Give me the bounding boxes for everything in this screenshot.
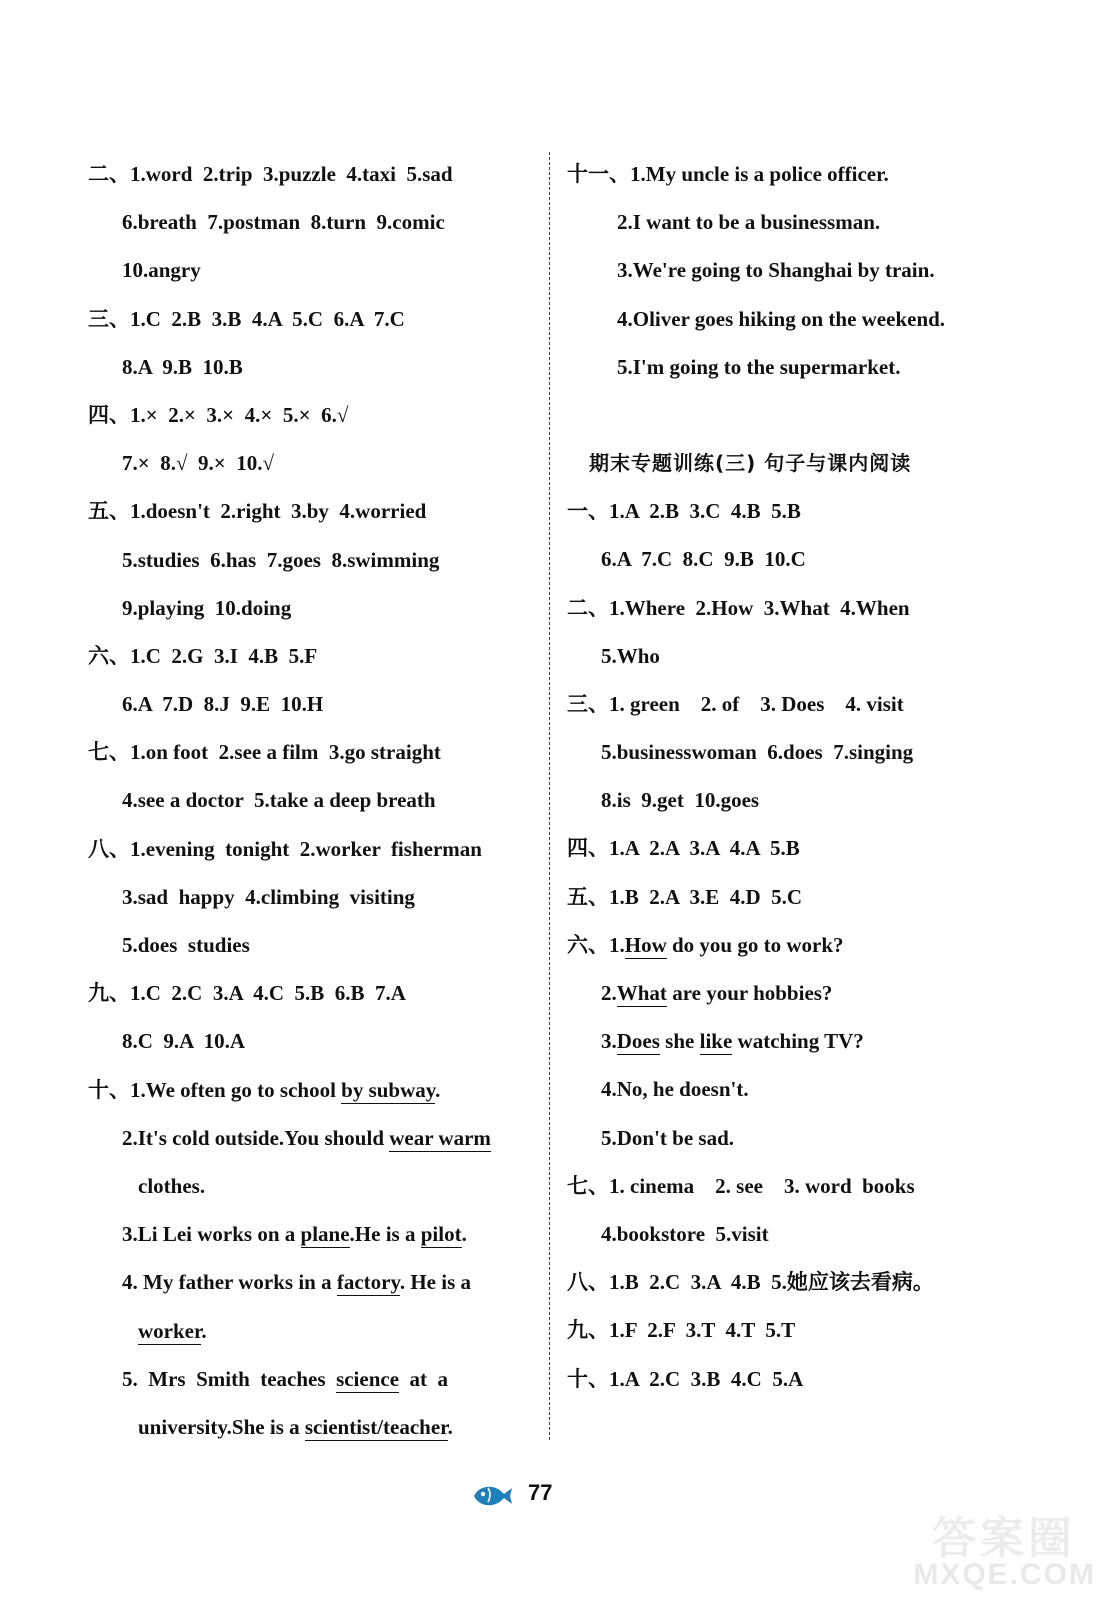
answer-line: 6.A 7.D 8.J 9.E 10.H	[122, 692, 324, 717]
answer-line: 三、1. green 2. of 3. Does 4. visit	[567, 691, 904, 716]
text: .	[461, 1222, 467, 1247]
answer-line: 10.angry	[122, 258, 201, 283]
answer-line: 二、1.word 2.trip 3.puzzle 4.taxi 5.sad	[88, 162, 453, 186]
answer-line: 六、1.C 2.G 3.I 4.B 5.F	[88, 643, 318, 668]
underlined-answer: worker	[138, 1318, 202, 1343]
answer-line: 9.playing 10.doing	[122, 595, 292, 620]
underlined-answer: plane	[300, 1222, 350, 1247]
text: 5. Mrs Smith teaches	[122, 1366, 337, 1391]
answer-line	[88, 1066, 538, 1114]
answer-line: clothes.	[138, 1173, 206, 1198]
answer-line: 6.A 7.C 8.C 9.B 10.C	[601, 547, 806, 572]
text: .	[435, 1077, 441, 1102]
answer-line: 七、1.on foot 2.see a film 3.go straight	[88, 740, 441, 765]
text: 3.Li Lei works on a	[122, 1222, 301, 1247]
answer-line: 2.I want to be a businessman.	[617, 210, 881, 235]
text: she	[659, 1029, 700, 1054]
page-footer	[470, 1478, 650, 1518]
text: at a	[399, 1366, 449, 1391]
underlined-answer: How	[624, 932, 667, 957]
answer-line: 九、1.F 2.F 3.T 4.T 5.T	[567, 1318, 796, 1343]
answer-line: 一、1.A 2.B 3.C 4.B 5.B	[567, 499, 801, 524]
answer-line: 4.Oliver goes hiking on the weekend.	[617, 306, 946, 331]
left-answer-column	[88, 150, 538, 1451]
answer-line: 三、1.C 2.B 3.B 4.A 5.C 6.A 7.C	[88, 306, 405, 331]
fish-logo-icon	[470, 1478, 514, 1515]
answer-line	[88, 1114, 538, 1162]
answer-line	[567, 969, 997, 1017]
underlined-answer: like	[699, 1029, 733, 1054]
answer-line	[88, 1258, 538, 1306]
answer-line: 四、1.× 2.× 3.× 4.× 5.× 6.√	[88, 402, 349, 427]
text: watching TV?	[732, 1029, 864, 1054]
underlined-answer: pilot	[420, 1222, 462, 1247]
answer-line: 8.A 9.B 10.B	[122, 354, 243, 379]
answer-line: 5.I'm going to the supermarket.	[617, 354, 901, 379]
text: are your hobbies?	[666, 981, 833, 1005]
answer-line: 十一、1.My uncle is a police officer.	[567, 162, 889, 186]
answer-line: 5.does studies	[122, 933, 250, 957]
answer-line: 3.We're going to Shanghai by train.	[617, 258, 935, 283]
text: 4. My father works in a	[122, 1270, 337, 1295]
answer-line	[88, 1355, 538, 1403]
underlined-answer: factory	[336, 1270, 400, 1295]
right-answer-column	[567, 150, 997, 1403]
underlined-answer: by subway	[341, 1077, 436, 1102]
answer-line: 8.C 9.A 10.A	[122, 1029, 246, 1054]
text: 2.It's cold outside.You should	[122, 1125, 390, 1150]
text: .	[201, 1318, 207, 1343]
underlined-answer: What	[616, 981, 667, 1005]
answer-line: 五、1.doesn't 2.right 3.by 4.worried	[88, 499, 427, 524]
answer-line	[88, 1210, 538, 1258]
column-divider	[549, 152, 550, 1440]
answer-line: 四、1.A 2.A 3.A 4.A 5.B	[567, 836, 800, 861]
answer-line: 4.No, he doesn't.	[601, 1077, 749, 1102]
answer-line: 8.is 9.get 10.goes	[601, 788, 760, 813]
answer-line: 八、1.B 2.C 3.A 4.B 5.她应该去看病。	[567, 1270, 934, 1295]
underlined-answer: Does	[616, 1029, 660, 1054]
answer-line: 3.sad happy 4.climbing visiting	[122, 884, 415, 909]
answer-line	[567, 1017, 997, 1065]
answer-line: 4.bookstore 5.visit	[601, 1221, 769, 1246]
text: do you go to work?	[666, 932, 844, 957]
underlined-answer: science	[336, 1366, 400, 1391]
watermark-cn: 答案圈	[932, 1513, 1076, 1564]
answer-line	[88, 1403, 538, 1451]
watermark-logo	[896, 1502, 1096, 1592]
text: 六、1.	[567, 932, 625, 957]
section-heading: 期末专题训练(三) 句子与课内阅读	[589, 450, 912, 475]
answer-line: 4.see a doctor 5.take a deep breath	[122, 788, 436, 813]
answer-line	[88, 1307, 538, 1355]
answer-line: 五、1.B 2.A 3.E 4.D 5.C	[567, 884, 803, 909]
answer-line: 二、1.Where 2.How 3.What 4.When	[567, 595, 910, 620]
underlined-answer: wear warm	[389, 1125, 491, 1150]
page-number: 77	[528, 1480, 553, 1505]
answer-line: 5.Who	[601, 643, 660, 668]
watermark-text: MXQE.COM	[913, 1558, 1096, 1591]
answer-line: 5.Don't be sad.	[601, 1125, 735, 1150]
underlined-answer: scientist/teacher	[304, 1414, 448, 1439]
answer-line: 八、1.evening tonight 2.worker fisherman	[88, 836, 482, 861]
text: 2.	[601, 981, 617, 1005]
text: 3.	[601, 1029, 617, 1054]
text: .	[447, 1414, 453, 1439]
answer-line: 5.studies 6.has 7.goes 8.swimming	[122, 547, 440, 572]
text: . He is a	[399, 1270, 472, 1295]
text: 十、1.We often go to school	[88, 1077, 342, 1102]
answer-line: 九、1.C 2.C 3.A 4.C 5.B 6.B 7.A	[88, 981, 406, 1006]
answer-line: 十、1.A 2.C 3.B 4.C 5.A	[567, 1366, 804, 1391]
answer-line: 6.breath 7.postman 8.turn 9.comic	[122, 210, 445, 235]
text: .He is a	[349, 1222, 421, 1247]
answer-line: 七、1. cinema 2. see 3. word books	[567, 1173, 915, 1198]
answer-line: 5.businesswoman 6.does 7.singing	[601, 740, 914, 765]
text: university.She is a	[138, 1414, 305, 1439]
answer-line	[567, 921, 997, 969]
answer-line: 7.× 8.√ 9.× 10.√	[122, 451, 274, 476]
